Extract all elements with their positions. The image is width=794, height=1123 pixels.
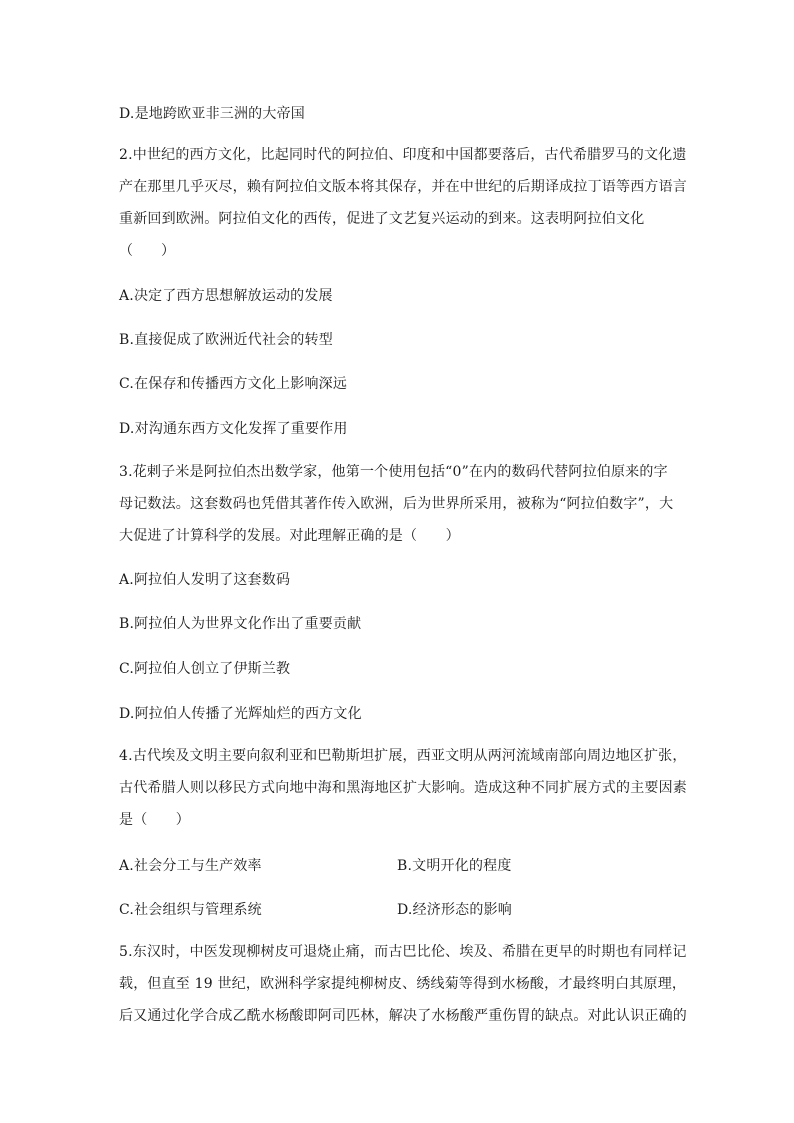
- q4-option-d: D.经济形态的影响: [397, 902, 512, 918]
- q5-stem-line-2: 载，但直至 19 世纪，欧洲科学家提纯柳树皮、绣线菊等得到水杨酸，才最终明白其原理，: [119, 976, 687, 992]
- q1-option-d: D.是地跨欧亚非三洲的大帝国: [119, 106, 305, 122]
- q4-stem-line-1: 4.古代埃及文明主要向叙利亚和巴勒斯坦扩展，西亚文明从两河流域南部向周边地区扩张，: [119, 748, 687, 764]
- q4-option-b: B.文明开化的程度: [397, 858, 512, 874]
- q5-stem-line-1: 5.东汉时，中医发现柳树皮可退烧止痛，而古巴比伦、埃及、希腊在更早的时期也有同样记: [119, 944, 687, 960]
- q5-stem-line-3: 后又通过化学合成乙酰水杨酸即阿司匹林，解决了水杨酸严重伤胃的缺点。对此认识正确的: [119, 1008, 687, 1024]
- q3-stem-line-2: 母记数法。这套数码也凭借其著作传入欧洲，后为世界所采用，被称为“阿拉伯数字”，大: [119, 496, 674, 512]
- q2-stem-line-3: 重新回到欧洲。阿拉伯文化的西传，促进了文艺复兴运动的到来。这表明阿拉伯文化: [119, 211, 645, 227]
- q2-option-b: B.直接促成了欧洲近代社会的转型: [119, 332, 333, 348]
- q2-stem-line-1: 2.中世纪的西方文化，比起同时代的阿拉伯、印度和中国都要落后，古代希腊罗马的文化遗: [119, 147, 687, 163]
- q3-stem-line-3: 大促进了计算科学的发展。对此理解正确的是（ ）: [119, 528, 460, 544]
- q4-option-c: C.社会组织与管理系统: [119, 902, 262, 918]
- q3-stem-line-1: 3.花剌子米是阿拉伯杰出数学家，他第一个使用包括“0”在内的数码代替阿拉伯原来的字: [119, 464, 668, 480]
- q2-option-a: A.决定了西方思想解放运动的发展: [119, 288, 333, 304]
- q2-stem-line-2: 产在那里几乎灭尽，赖有阿拉伯文版本将其保存，并在中世纪的后期译成拉丁语等西方语言: [119, 179, 687, 195]
- q3-option-a: A.阿拉伯人发明了这套数码: [119, 572, 291, 588]
- q4-stem-line-2: 古代希腊人则以移民方式向地中海和黑海地区扩大影响。造成这种不同扩展方式的主要因素: [119, 780, 687, 796]
- q2-answer-blank: （ ）: [119, 243, 175, 259]
- q2-option-d: D.对沟通东西方文化发挥了重要作用: [119, 421, 348, 437]
- q2-option-c: C.在保存和传播西方文化上影响深远: [119, 376, 348, 392]
- q3-option-c: C.阿拉伯人创立了伊斯兰教: [119, 661, 291, 677]
- q4-stem-line-3: 是（ ）: [119, 812, 190, 828]
- q3-option-b: B.阿拉伯人为世界文化作出了重要贡献: [119, 616, 362, 632]
- q4-option-a: A.社会分工与生产效率: [119, 858, 262, 874]
- q3-option-d: D.阿拉伯人传播了光辉灿烂的西方文化: [119, 706, 362, 722]
